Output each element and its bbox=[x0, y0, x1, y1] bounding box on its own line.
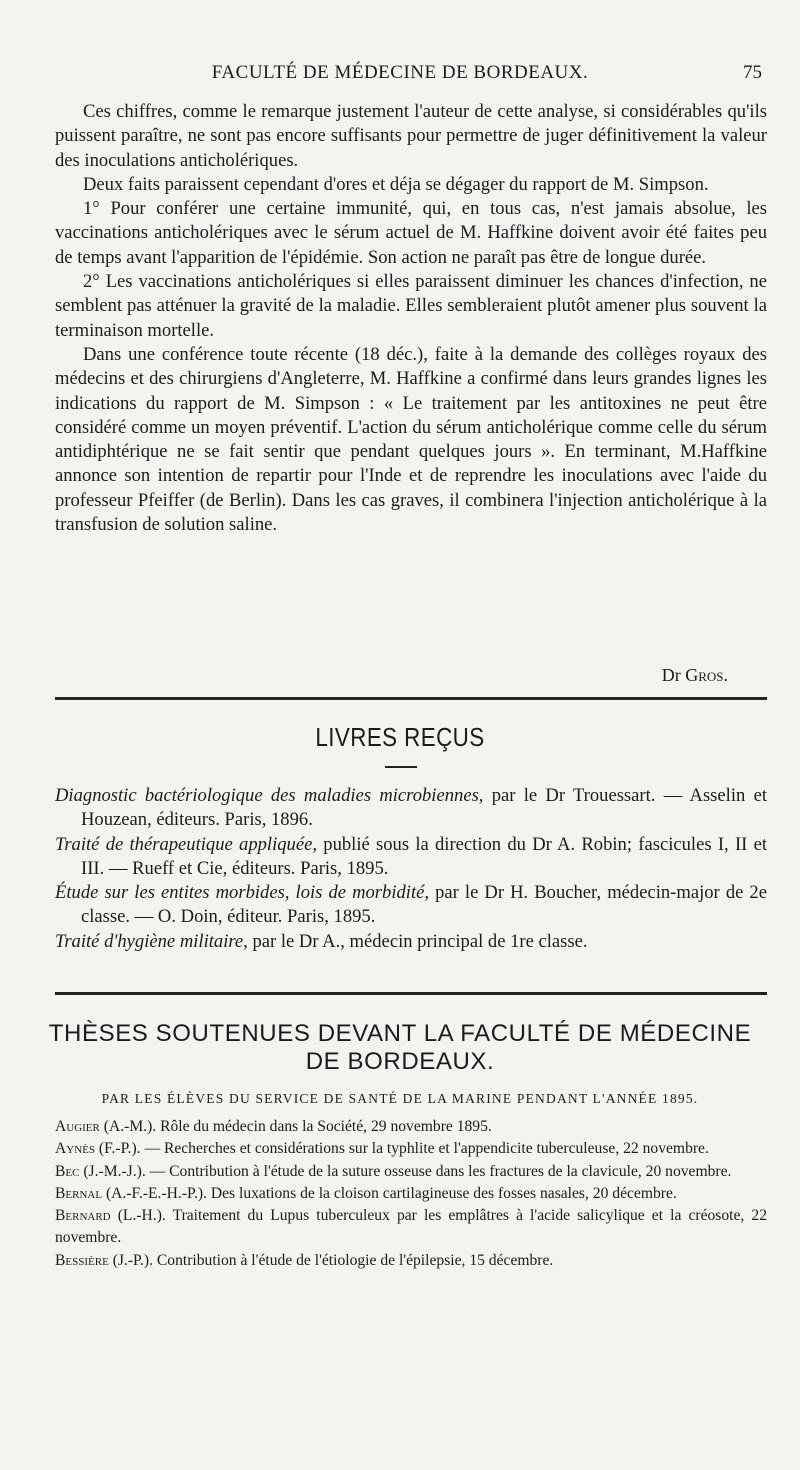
books-list bbox=[55, 784, 767, 954]
section-divider bbox=[55, 697, 767, 700]
thesis-initials: (J.-M.-J.). bbox=[79, 1162, 146, 1180]
thesis-entry bbox=[55, 1161, 767, 1183]
thesis-text: Traitement du Lupus tuberculeux par les emplâtres à l'acide salicylique et la créosote, 22 novembre. bbox=[55, 1207, 767, 1247]
book-details: par le Dr H. Boucher, médecin-major de 2e classe. — O. Doin, éditeur. Paris, 1895. bbox=[81, 882, 767, 928]
title-dash bbox=[385, 766, 417, 768]
thesis-entry bbox=[55, 1205, 767, 1250]
thesis-initials: (A.-M.). bbox=[99, 1118, 157, 1135]
thesis-author: Bernard bbox=[55, 1207, 111, 1225]
thesis-entry bbox=[55, 1138, 767, 1160]
theses-subtitle: PAR LES ÉLÈVES DU SERVICE DE SANTÉ DE LA MARINE PENDANT L'ANNÉE 1895. bbox=[101, 1091, 699, 1106]
signature-prefix: Dr bbox=[661, 665, 681, 685]
book-title: Traité de thérapeutique appliquée, bbox=[55, 833, 318, 855]
thesis-initials: (A.-F.-E.-H.-P.). bbox=[102, 1184, 207, 1202]
thesis-text: Rôle du médecin dans la Société, 29 novembre 1895. bbox=[156, 1118, 492, 1135]
thesis-author: Aynès bbox=[55, 1140, 95, 1158]
books-section-title: LIVRES REÇUS bbox=[315, 722, 485, 752]
book-details: publié sous la direction du Dr A. Robin; fascicules I, II et III. — Rueff et Cie, éditeurs. Paris, 1895. bbox=[81, 833, 768, 879]
book-entry bbox=[55, 930, 767, 954]
article-paragraph: Ces chiffres, comme le remarque justement l'auteur de cette analyse, si considérables qu'ils puissent paraître, ne sont pas encore suffisants pour permettre de juger définitivement la valeur des inoculations anticholériques. bbox=[55, 101, 767, 171]
thesis-entry bbox=[55, 1183, 767, 1205]
thesis-initials: (F.-P.). bbox=[95, 1140, 141, 1158]
thesis-initials: (L.-H.). bbox=[110, 1207, 166, 1225]
thesis-entry bbox=[55, 1250, 767, 1272]
thesis-initials: (J.-P.). bbox=[108, 1251, 153, 1269]
theses-list bbox=[55, 1116, 767, 1272]
theses-title-line: DE BORDEAUX. bbox=[305, 1048, 495, 1075]
thesis-text: Contribution à l'étude de l'étiologie de l'épilepsie, 15 décembre. bbox=[152, 1251, 554, 1269]
page-number: 75 bbox=[743, 62, 762, 83]
thesis-entry bbox=[55, 1116, 767, 1138]
running-head bbox=[0, 62, 800, 92]
book-title: Étude sur les entites morbides, lois de morbidité, bbox=[55, 882, 430, 904]
book-entry bbox=[55, 881, 767, 930]
thesis-author: Augier bbox=[55, 1118, 100, 1135]
book-details: par le Dr A., médecin principal de 1re classe. bbox=[247, 930, 588, 952]
thesis-author: Bernal bbox=[55, 1184, 103, 1202]
book-title: Traité d'hygiène militaire, bbox=[55, 930, 248, 952]
book-details: par le Dr Trouessart. — Asselin et Houzean, éditeurs. Paris, 1896. bbox=[81, 785, 767, 831]
article-paragraph: Dans une conférence toute récente (18 déc.), faite à la demande des collèges royaux des médecins et des chirurgiens d'Angleterre, M. Haffkine a confirmé dans leurs grandes lignes les indications du rapport de M. Simpson : « Le traitement par les antitoxines ne peut être considéré comme un moyen préventif. L'action du sérum anticholérique comme celle du sérum antidiphtérique ne se fait sentir que pendant quelques jours ». En terminant, M.Haffkine annonce son intention de repartir pour l'Inde et de reprendre les inoculations avec l'aide du professeur Pfeiffer (de Berlin). Dans les cas graves, il combinera l'injection anticholérique à la transfusion de solution saline. bbox=[55, 343, 767, 536]
article-paragraph: 1° Pour conférer une certaine immunité, qui, en tous cas, n'est jamais absolue, les vaccinations anticholériques avec le sérum actuel de M. Haffkine doivent avoir été faites peu de temps avant l'apparition de l'épidémie. Son action ne paraît pas être de longue durée. bbox=[55, 198, 767, 268]
thesis-text: — Recherches et considérations sur la typhlite et l'appendicite tuberculeuse, 22 novembre. bbox=[140, 1140, 709, 1158]
running-title: FACULTÉ DE MÉDECINE DE BORDEAUX. bbox=[211, 62, 589, 83]
signature-name: Gros. bbox=[685, 665, 728, 685]
thesis-text: Des luxations de la cloison cartilagineuse des fosses nasales, 20 décembre. bbox=[206, 1184, 677, 1202]
section-divider bbox=[55, 992, 767, 995]
book-entry bbox=[55, 833, 767, 882]
theses-title-line: THÈSES SOUTENUES DEVANT LA FACULTÉ DE MÉDECINE bbox=[48, 1020, 752, 1047]
article-signature bbox=[662, 665, 728, 686]
article-paragraph: 2° Les vaccinations anticholériques si elles paraissent diminuer les chances d'infection, ne semblent pas atténuer la gravité de la maladie. Elles sembleraient plutôt amener plus souvent la terminaison mortelle. bbox=[55, 271, 767, 341]
thesis-author: Bessière bbox=[55, 1251, 109, 1269]
thesis-text: — Contribution à l'étude de la suture osseuse dans les fractures de la clavicule, 20 novembre. bbox=[145, 1162, 732, 1180]
thesis-author: Bec bbox=[55, 1162, 80, 1180]
article-paragraph: Deux faits paraissent cependant d'ores et déja se dégager du rapport de M. Simpson. bbox=[83, 173, 709, 195]
book-title: Diagnostic bactériologique des maladies microbiennes, bbox=[55, 785, 484, 806]
theses-section-title bbox=[0, 1020, 800, 1076]
article-body bbox=[55, 100, 767, 537]
book-entry bbox=[55, 784, 767, 833]
